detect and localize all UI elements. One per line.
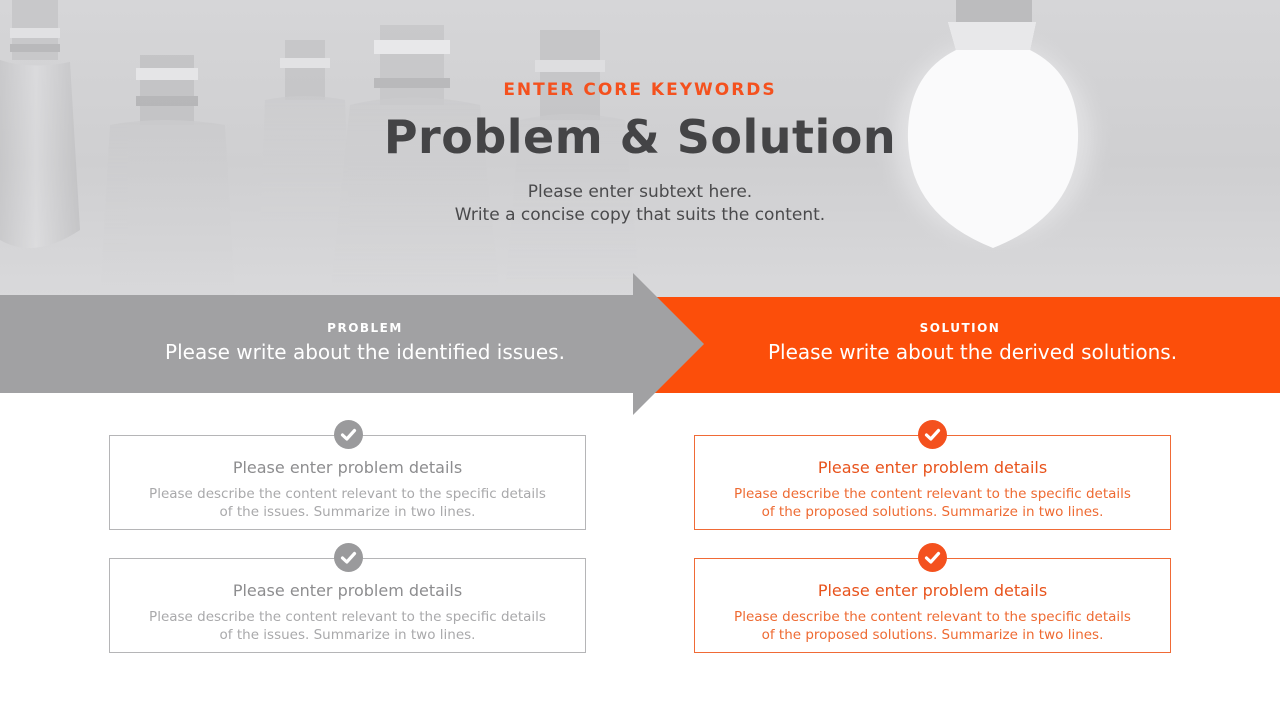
subtext-line-1: Please enter subtext here. [527, 182, 753, 202]
problem-card-2 [109, 558, 586, 653]
check-circle-icon [918, 543, 947, 572]
solution-card-1 [694, 435, 1171, 530]
card-title: Please enter problem details [232, 581, 463, 600]
card-title: Please enter problem details [817, 581, 1048, 600]
card-desc: Please describe the content relevant to the specific details of the issues. Summarize in two lines. [149, 609, 546, 643]
check-circle-icon [334, 420, 363, 449]
solution-card-2 [694, 558, 1171, 653]
core-keywords: ENTER CORE KEYWORDS [503, 80, 777, 100]
problem-text: Please write about the identified issues. [165, 340, 565, 364]
problem-label: PROBLEM [327, 321, 403, 335]
check-circle-icon [334, 543, 363, 572]
problem-card-1 [109, 435, 586, 530]
card-desc: Please describe the content relevant to the specific details of the proposed solutions. Summarize in two lines. [734, 486, 1131, 520]
page-title: Problem & Solution [383, 110, 897, 164]
card-title: Please enter problem details [232, 458, 463, 477]
subtext [0, 181, 1280, 227]
subtext-line-2: Write a concise copy that suits the content. [454, 205, 826, 225]
card-desc: Please describe the content relevant to the specific details of the issues. Summarize in two lines. [149, 486, 546, 520]
solution-label: SOLUTION [919, 321, 1001, 335]
check-circle-icon [918, 420, 947, 449]
card-desc: Please describe the content relevant to the specific details of the proposed solutions. Summarize in two lines. [734, 609, 1131, 643]
hero-section [0, 0, 1280, 297]
solution-text: Please write about the derived solutions. [767, 340, 1178, 364]
card-title: Please enter problem details [817, 458, 1048, 477]
